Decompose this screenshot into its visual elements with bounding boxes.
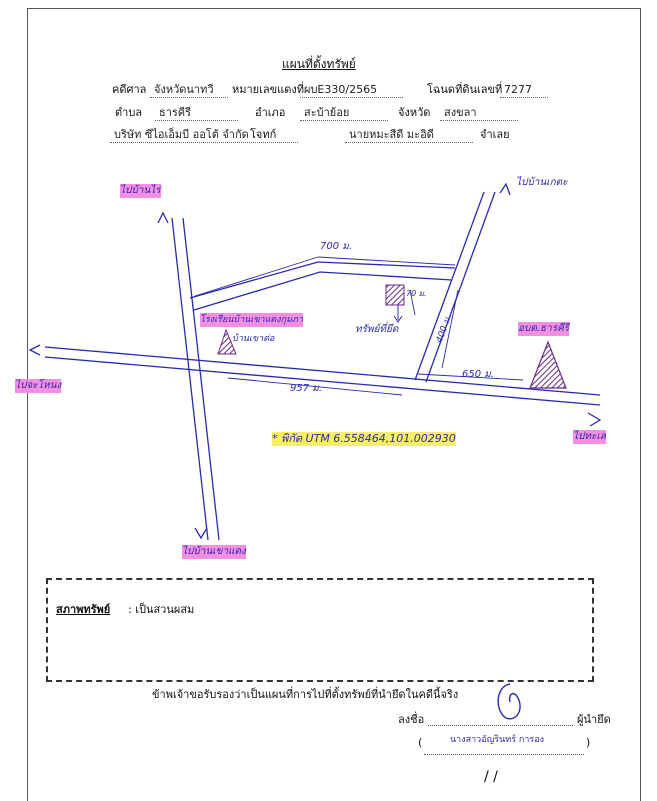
sign-label: ลงชื่อ <box>398 713 425 726</box>
arrow-south <box>195 528 207 538</box>
right-road-a <box>415 192 484 380</box>
province-label: จังหวัด <box>398 106 431 119</box>
subdistrict-label: ตำบล <box>115 106 143 119</box>
hospital-marker <box>530 342 566 388</box>
district-label: อำเภอ <box>255 106 286 119</box>
deed-value: 7277 <box>500 83 548 98</box>
dist-line-top <box>195 257 318 296</box>
label-north-left: ไปบ้านไร่ <box>120 185 161 196</box>
court-label: คดีศาล <box>112 83 147 96</box>
court-value: จังหวัดนาทวี <box>150 83 228 98</box>
case-value: ผบE330/2565 <box>300 83 403 98</box>
status-box <box>46 578 594 682</box>
coordinates-note: * พิกัด UTM 6.558464,101.002930 <box>272 432 456 445</box>
dist-line-top-2 <box>318 257 455 265</box>
certify-text: ข้าพเจ้าขอรับรองว่าเป็นแผนที่การไปที่ตั้งทรัพย์ที่นำยึดในคดีนี้จริง <box>152 688 459 701</box>
arrow-east <box>588 413 600 426</box>
subdistrict-value: ธารคีรี <box>155 106 238 121</box>
property-marker <box>386 285 404 305</box>
status-label: สภาพทรัพย์ <box>56 603 111 616</box>
right-road-b <box>426 192 495 382</box>
deed-label: โฉนดที่ดินเลขที่ <box>427 83 503 96</box>
label-north-right: ไปบ้านเกตะ <box>516 177 568 188</box>
plaintiff-name: บริษัท ซีไอเอ็มบี ออโต้ จำกัด <box>110 128 298 143</box>
dist-right: 650 ม. <box>462 369 495 380</box>
school-sub-label: บ้านเขาต่อ <box>232 334 275 344</box>
signer-name: นางสาวอัญรินทร์ การอง <box>450 735 545 745</box>
main-road-top <box>45 347 600 395</box>
status-value: : เป็นสวนผสม <box>128 603 195 616</box>
dist-bottom: 957 ม. <box>290 383 323 394</box>
left-road-a <box>172 218 208 540</box>
dist-side: 70 ม. <box>406 289 427 298</box>
case-label: หมายเลขแดงที่ <box>232 83 304 96</box>
main-road-bottom <box>45 357 600 405</box>
role-label: ผู้นำยึด <box>577 713 611 726</box>
arrow-west <box>30 345 40 355</box>
date-line: / / <box>484 769 498 785</box>
property-label: ทรัพย์ที่ยึด <box>355 324 399 335</box>
label-south: ไปบ้านเขาแดง <box>182 546 246 557</box>
plaintiff-role: โจทก์ <box>250 128 277 141</box>
left-road-b <box>183 218 219 540</box>
dist-top: 700 ม. <box>320 241 353 252</box>
label-west: ไปจะโหนง <box>15 380 62 391</box>
dist-right-vertical: 400 ม. <box>434 313 455 345</box>
school-label: โรงเรียนบ้านเขาแดงกุมภา <box>200 315 304 325</box>
arrow-north-right <box>500 184 510 195</box>
arrow-north-left <box>158 213 168 223</box>
document-page: แผนที่ตั้งทรัพย์ คดีศาล จังหวัดนาทวี หมายเลขแดงที่ ผบE330/2565 โฉนดที่ดินเลขที่ 7277 ตำบล ธารคีรี อำเภอ สะบ้าย้อย จังหวัด สงขลา บริษัท ซีไอเอ็มบี ออโต้ จำกัด โจทก์ นายหมะสีดี มะอิดี จำเลย ไปบ้านไร่ ไปบ้านเกตะ ไปจะโหนง ไปทะเล ไปบ้านเขาแดง โรงเรียนบ้านเขาแดงกุมภา บ้านเขาต่อ อบต.ธารคีรี ทรัพย์ที่ยึด 700 ม. 70 ม. 400 ม. 650 ม. 957 ม. * พิกัด UTM 6.558464,101.002930 สภาพทรัพย์ : เป็นสวนผสม ข้าพเจ้าขอรับรองว่าเป็นแผนที่การไปที่ตั้งทรัพย์ที่นำยึดในคดีนี้จริง ลงชื่อ ผู้นำยึด ( นางสาวอัญรินทร์ การอง ) / / <box>0 0 657 800</box>
hospital-label: อบต.ธารคีรี <box>518 323 570 334</box>
defendant-role: จำเลย <box>480 128 510 141</box>
signature-mark <box>490 680 530 724</box>
province-value: สงขลา <box>440 106 518 121</box>
label-east: ไปทะเล <box>573 431 606 442</box>
document-title: แผนที่ตั้งทรัพย์ <box>282 57 356 71</box>
district-value: สะบ้าย้อย <box>300 106 388 121</box>
defendant-name: นายหมะสีดี มะอิดี <box>345 128 473 143</box>
